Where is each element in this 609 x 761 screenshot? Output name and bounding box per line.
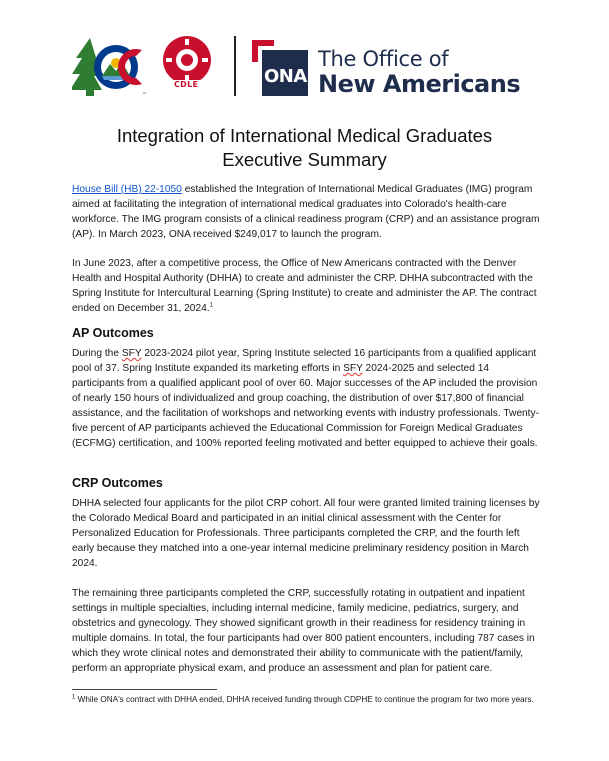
ap-heading: AP Outcomes: [72, 326, 154, 340]
ap-paragraph: During the SFY 2023-2024 pilot year, Spring Institute selected 16 participants from a qualified applicant pool of 37. Spring Institute expanded its marketing efforts in SFY 2024-2025 and selected 14 participants from a qualified applicant pool of over 60. Major successes of the AP included the provision of nearly 150 hours of individualized and group coaching, the distribution of over $17,800 of financial assistance, and the facilitation of workshops and networking events with industry professionals. Twenty-five percent of AP participants achieved the Educational Commission for Foreign Medical Graduates (ECFMG) certification, and 100% reported feeling motivated and better equipped to achieve their goals.: [72, 348, 539, 449]
title-line1: Integration of International Medical Graduates: [116, 125, 493, 146]
footnote-ref[interactable]: 1: [209, 302, 213, 309]
colorado-logo-icon: [72, 36, 152, 98]
page-title: [0, 124, 609, 172]
footnote-marker: 1: [72, 694, 76, 701]
sfy-term: SFY: [121, 348, 142, 359]
intro-p2-text: In June 2023, after a competitive process, the Office of New Americans contracted with the Denver Health and Hospital Authority (DHHA) to create and administer the CRP. DHHA subcontracted with the Spring Institute for Intercultural Learning (Spring Institute) to create and administer the AP. The contract ended on December 31, 2024.: [72, 258, 537, 314]
crp-heading: CRP Outcomes: [72, 476, 163, 490]
ona-title: [318, 49, 520, 96]
ona-title-line1: The Office of: [318, 47, 449, 71]
svg-text:™: ™: [142, 92, 147, 98]
footnote-text: While ONA's contract with DHHA ended, DHHA received funding through CDPHE to continue the program for two more years.: [75, 695, 534, 704]
intro-paragraph-2: [72, 256, 542, 316]
sfy-term: SFY: [343, 363, 363, 374]
footnote-divider: [72, 689, 217, 690]
intro-paragraph-1: [72, 182, 542, 242]
footnote: [72, 694, 542, 706]
page-header: [72, 34, 542, 104]
title-line2: Executive Summary: [222, 149, 387, 170]
header-divider: [234, 36, 236, 96]
crp-section: [72, 476, 542, 676]
cdle-label: CDLE: [174, 80, 199, 89]
ap-section: [72, 326, 542, 451]
house-bill-link[interactable]: House Bill (HB) 22-1050: [72, 184, 182, 195]
crp-paragraph-2: The remaining three participants completed the CRP, successfully rotating in outpatient and inpatient settings in multiple specialties, including internal medicine, family medicine, pediatrics, surgery, and obstetrics and gynecology. They showed significant growth in their readiness for residency training in multiple domains. In total, the four participants had over 800 patient encounters, including 787 cases in which they wrote clinical notes and demonstrated their ability to communicate with the patient/family, perform an appropriate physical exam, and produce an assessment and plan for patient care.: [72, 588, 535, 674]
ona-title-line2: New Americans: [318, 70, 521, 98]
crp-paragraph-1: DHHA selected four applicants for the pilot CRP cohort. All four were granted limited training licenses by the Colorado Medical Board and participated in an initial clinical assessment with the Center for Personalized Education for Professionals. Three participants completed the CRP, and the fourth left early because they matched into a one-year internal medicine preliminary residency position in March 2024.: [72, 498, 540, 569]
ona-mark: ONA: [264, 66, 307, 87]
intro-p1-text: established the Integration of International Medical Graduates (IMG) program aimed at facilitating the integration of international medical graduates into Colorado's health-care workforce. The IMG program consists of a clinical readiness program (CRP) and an assistance program (AP). In March 2023, ONA received $249,017 to launch the program.: [72, 184, 540, 240]
